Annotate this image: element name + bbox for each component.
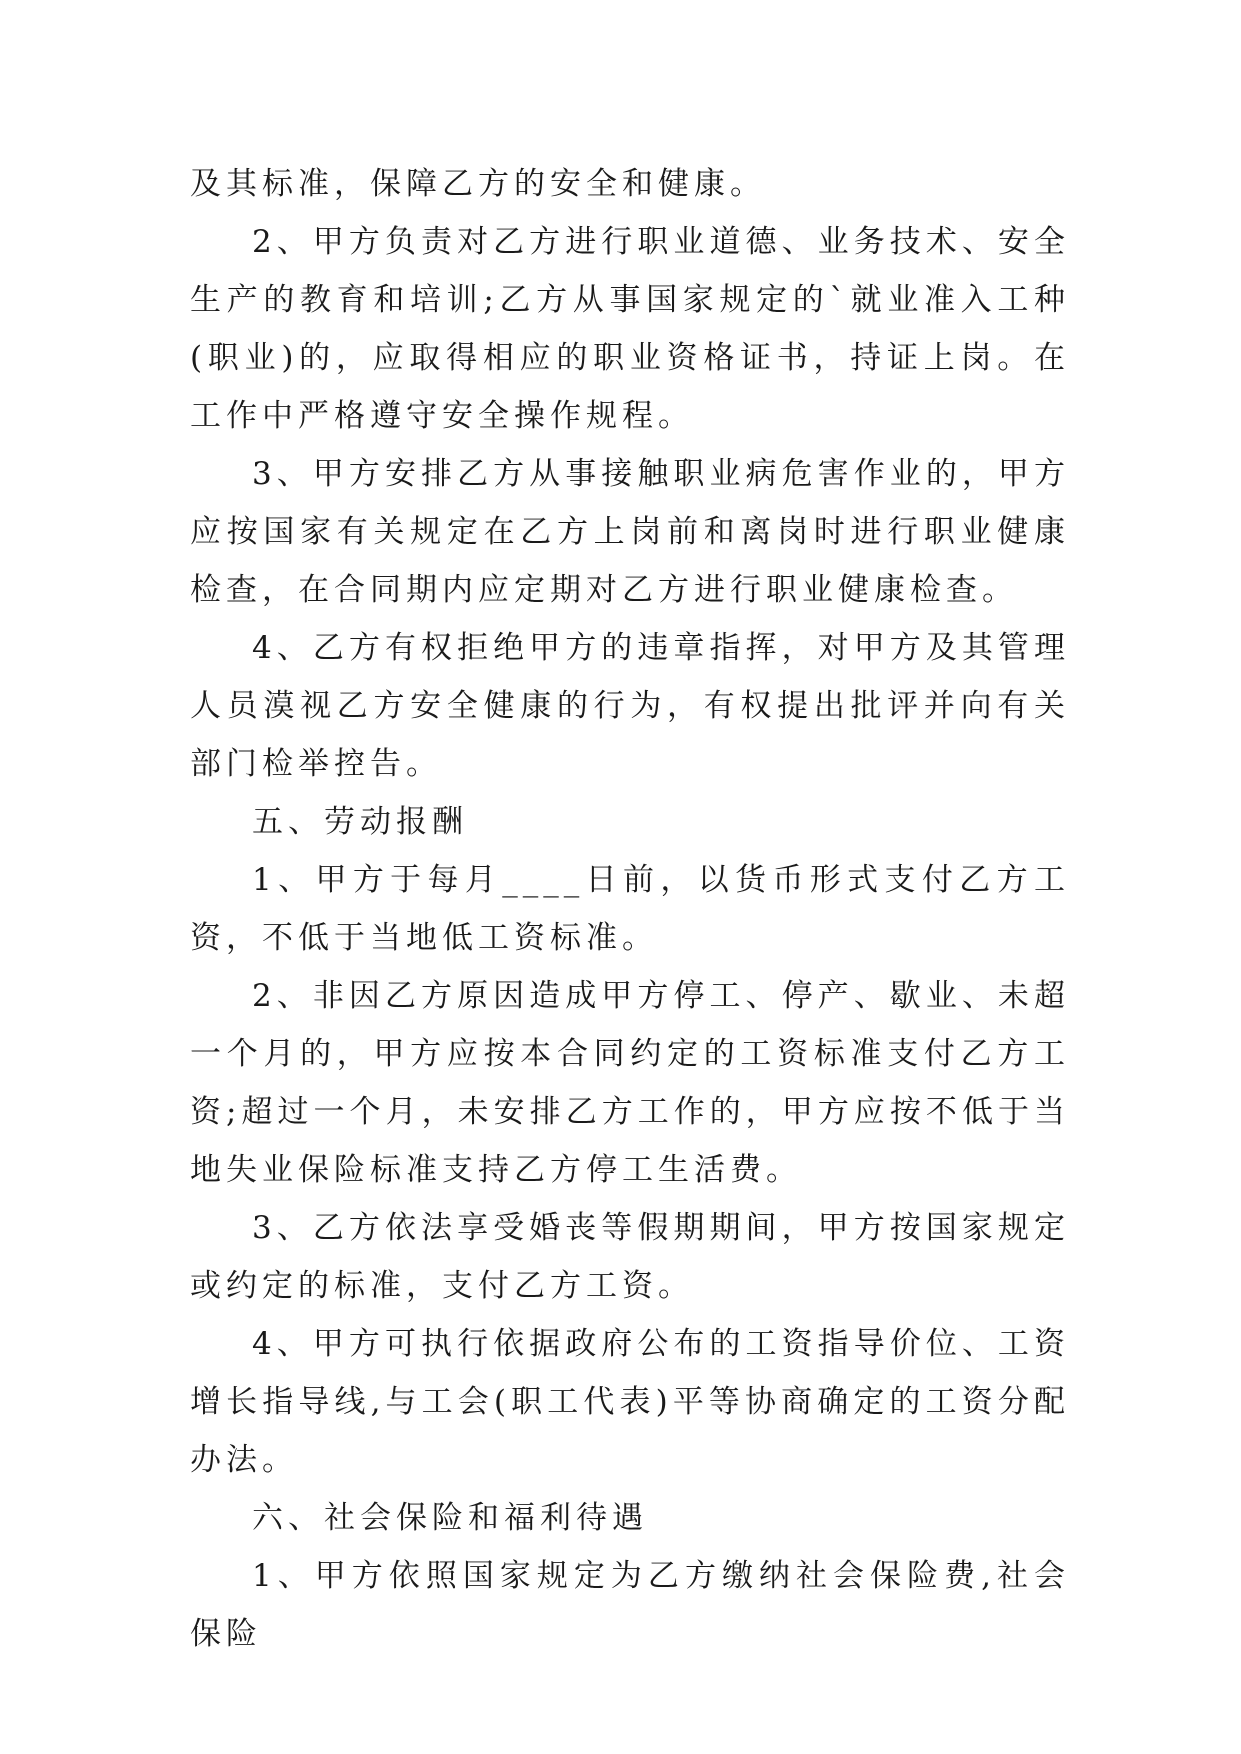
- clause-5-4: 4、甲方可执行依据政府公布的工资指导价位、工资增长指导线,与工会(职工代表)平等协商确定的工资分配办法。: [190, 1326, 1070, 1478]
- clause-4-3: 3、甲方安排乙方从事接触职业病危害作业的，甲方应按国家有关规定在乙方上岗前和离岗时进行职业健康检查，在合同期内应定期对乙方进行职业健康检查。: [190, 456, 1070, 608]
- document-body: [190, 155, 1070, 1663]
- clause-5-3: 3、乙方依法享受婚丧等假期期间，甲方按国家规定或约定的标准，支付乙方工资。: [190, 1210, 1070, 1304]
- section-heading-social-insurance: 六、社会保险和福利待遇: [252, 1500, 648, 1536]
- paragraph-continuation: 及其标准，保障乙方的安全和健康。: [190, 166, 766, 202]
- clause-5-2: 2、非因乙方原因造成甲方停工、停产、歇业、未超一个月的，甲方应按本合同约定的工资标准支付乙方工资;超过一个月，未安排乙方工作的，甲方应按不低于当地失业保险标准支持乙方停工生活费。: [190, 978, 1070, 1188]
- section-heading-labor-pay: 五、劳动报酬: [252, 804, 468, 840]
- clause-4-2: 2、甲方负责对乙方进行职业道德、业务技术、安全生产的教育和培训;乙方从事国家规定的`就业准入工种(职业)的，应取得相应的职业资格证书，持证上岗。在工作中严格遵守安全操作规程。: [190, 224, 1070, 434]
- clause-6-1: 1、甲方依照国家规定为乙方缴纳社会保险费,社会保险: [190, 1558, 1070, 1652]
- clause-5-1: 1、甲方于每月____日前，以货币形式支付乙方工资，不低于当地低工资标准。: [190, 862, 1070, 956]
- clause-4-4: 4、乙方有权拒绝甲方的违章指挥，对甲方及其管理人员漠视乙方安全健康的行为，有权提出批评并向有关部门检举控告。: [190, 630, 1070, 782]
